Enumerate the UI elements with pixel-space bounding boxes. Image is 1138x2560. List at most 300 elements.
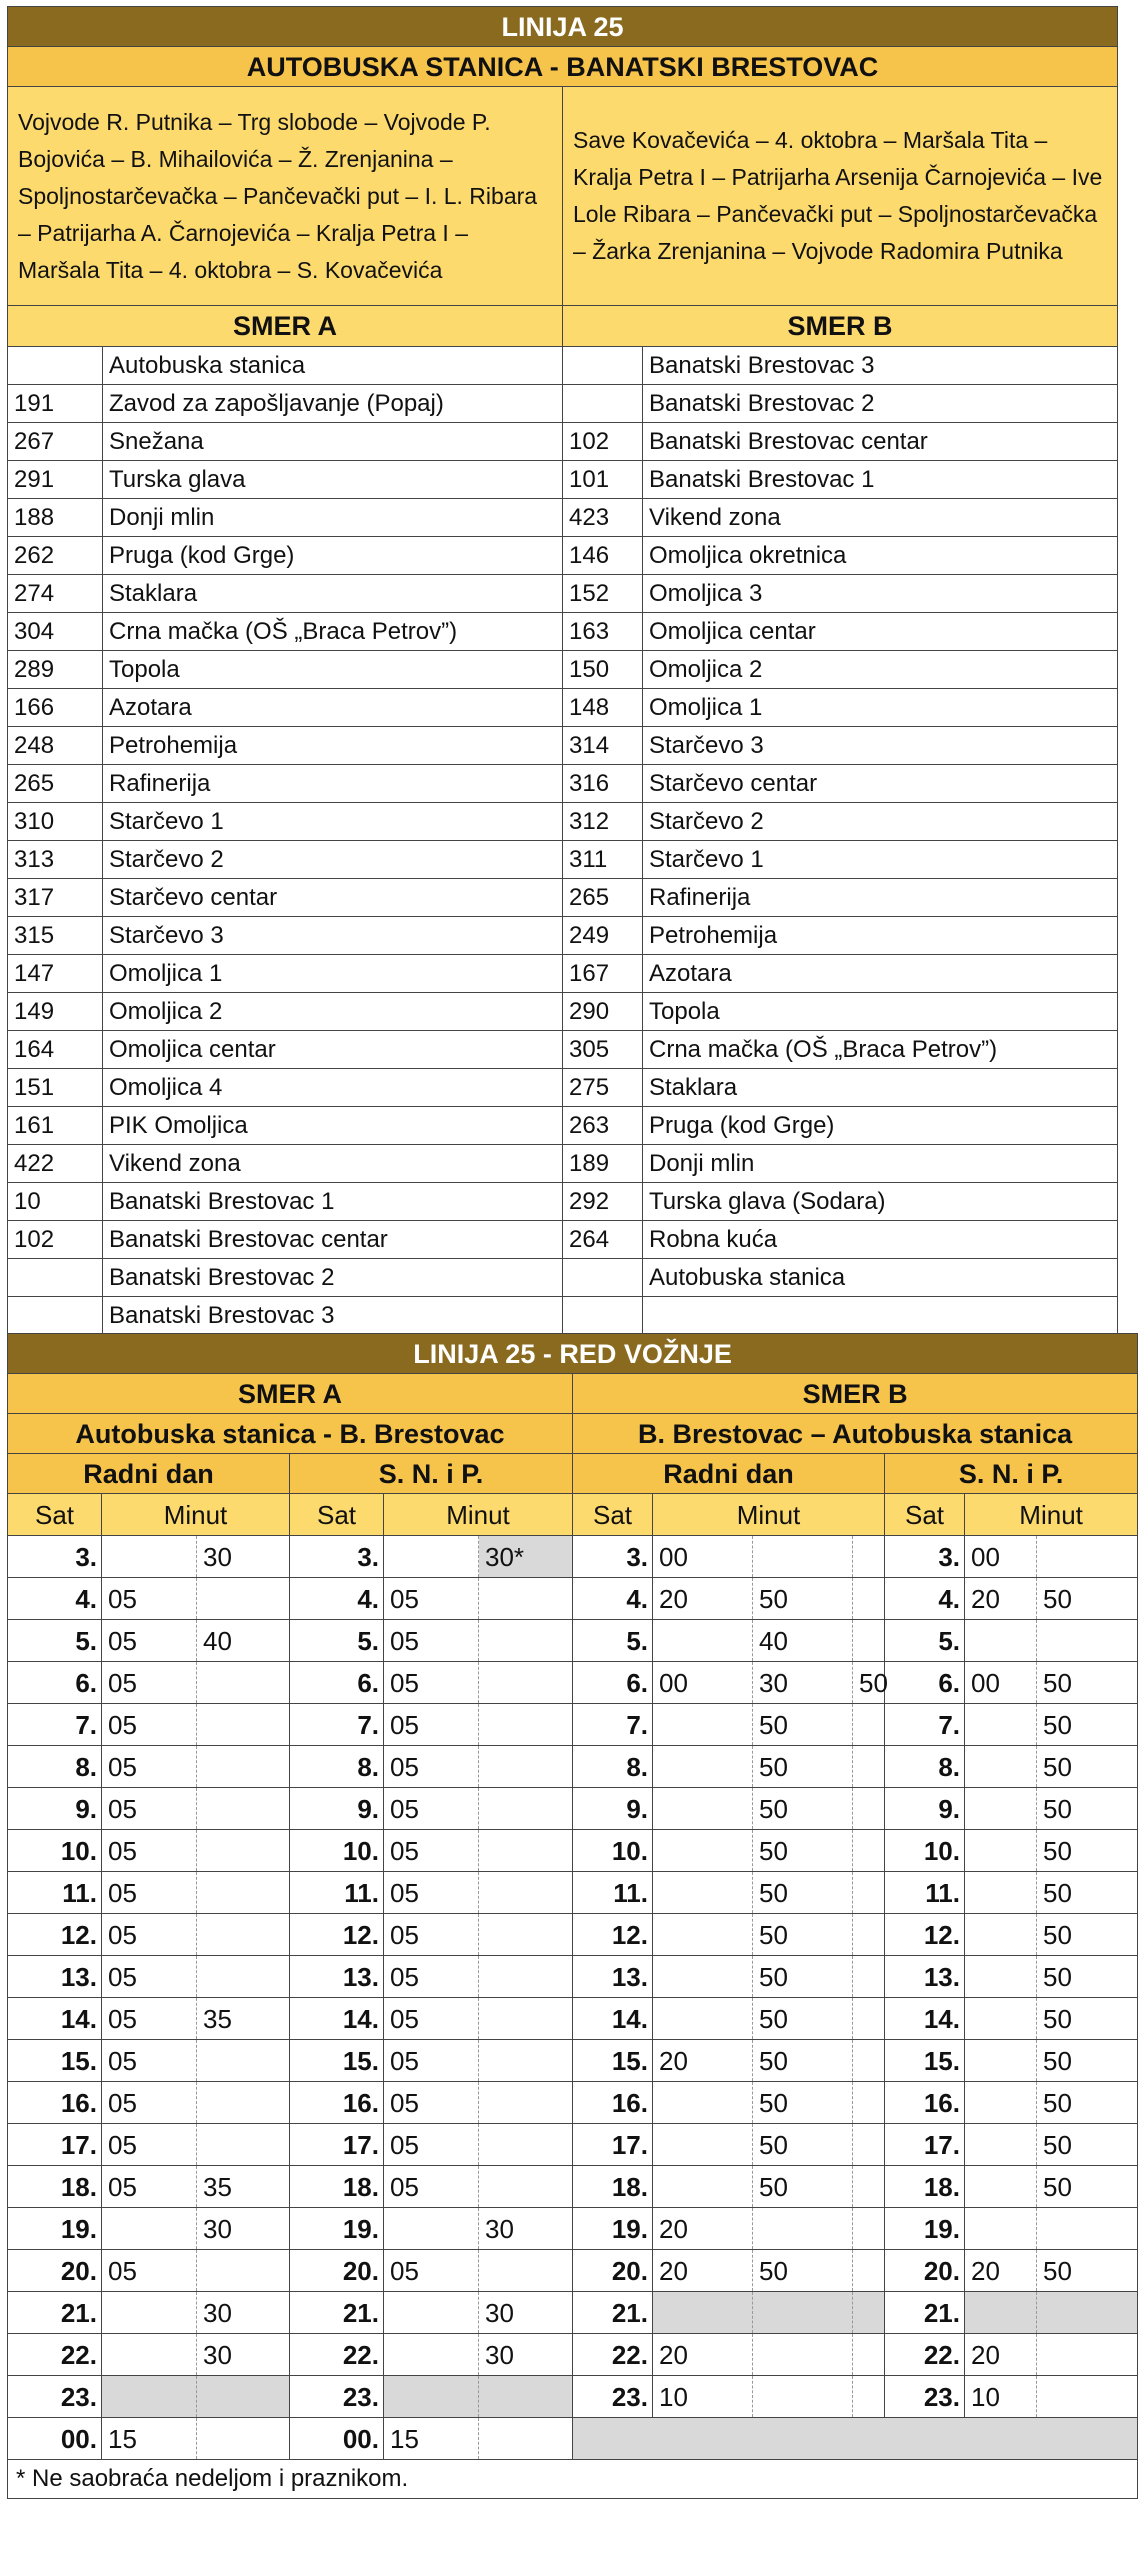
- stop-name: Rafinerija: [643, 879, 1118, 917]
- hour-cell: 11.: [8, 1872, 102, 1914]
- minute-cell: [479, 2124, 573, 2166]
- route-title: LINIJA 25: [8, 7, 1118, 47]
- stop-name: Starčevo 3: [103, 917, 563, 955]
- hour-cell: 18.: [8, 2166, 102, 2208]
- stop-number: 163: [563, 613, 643, 651]
- minute-cell: [479, 2250, 573, 2292]
- hour-cell: 5.: [8, 1620, 102, 1662]
- stop-name: Starčevo 2: [103, 841, 563, 879]
- hour-cell: 15.: [8, 2040, 102, 2082]
- minute-cell: 50: [1037, 2166, 1138, 2208]
- minute-cell: 05: [102, 1620, 197, 1662]
- minute-cell: [965, 1620, 1037, 1662]
- hour-cell: 20.: [8, 2250, 102, 2292]
- minute-cell: [197, 1704, 290, 1746]
- minute-cell: 05: [384, 1704, 479, 1746]
- minute-cell: 05: [384, 2124, 479, 2166]
- minute-cell: 50: [753, 1956, 853, 1998]
- hour-cell: 9.: [573, 1788, 653, 1830]
- minute-cell: [102, 2208, 197, 2250]
- minute-cell: [653, 1956, 753, 1998]
- schedule-row: [8, 1620, 1138, 1662]
- minute-cell: [102, 2334, 197, 2376]
- stop-name: Banatski Brestovac 2: [103, 1259, 563, 1297]
- minute-cell: 05: [384, 1914, 479, 1956]
- minute-cell: [479, 1956, 573, 1998]
- stop-name: Banatski Brestovac 2: [643, 385, 1118, 423]
- stop-name: Pruga (kod Grge): [103, 537, 563, 575]
- stop-name: Autobuska stanica: [103, 347, 563, 385]
- hour-cell: 15.: [885, 2040, 965, 2082]
- stop-name: Banatski Brestovac 3: [103, 1297, 563, 1335]
- minute-cell: 35: [197, 2166, 290, 2208]
- hour-cell: 8.: [885, 1746, 965, 1788]
- minute-cell: 50: [1037, 1788, 1138, 1830]
- stop-row: [8, 917, 1118, 955]
- minute-cell: [384, 2376, 479, 2418]
- stop-number: 312: [563, 803, 643, 841]
- schedule-smer-a: SMER A: [8, 1374, 573, 1414]
- schedule-row: [8, 1872, 1138, 1914]
- stop-number: 10: [8, 1183, 103, 1221]
- hour-cell: 8.: [290, 1746, 384, 1788]
- minute-cell: 05: [384, 1620, 479, 1662]
- schedule-row: [8, 1830, 1138, 1872]
- sat-header: Sat: [8, 1494, 102, 1536]
- hour-cell: 22.: [8, 2334, 102, 2376]
- minute-cell: [479, 2040, 573, 2082]
- stop-name: [643, 1297, 1118, 1335]
- hour-cell: 12.: [885, 1914, 965, 1956]
- stop-name: Donji mlin: [103, 499, 563, 537]
- minute-cell: [653, 1998, 753, 2040]
- stop-number: [563, 1259, 643, 1297]
- minute-cell: 40: [197, 1620, 290, 1662]
- stop-row: [8, 385, 1118, 423]
- stop-name: Banatski Brestovac 1: [103, 1183, 563, 1221]
- minute-cell: 50: [753, 2250, 853, 2292]
- hour-cell: 20.: [573, 2250, 653, 2292]
- schedule-row: [8, 2166, 1138, 2208]
- schedule-row: [8, 1998, 1138, 2040]
- hour-cell: 23.: [8, 2376, 102, 2418]
- minute-cell: [1037, 2208, 1138, 2250]
- minute-cell: 05: [102, 1578, 197, 1620]
- hour-cell: 19.: [573, 2208, 653, 2250]
- minute-cell: [197, 1746, 290, 1788]
- route-name: AUTOBUSKA STANICA - BANATSKI BRESTOVAC: [8, 47, 1118, 87]
- stop-name: Vikend zona: [103, 1145, 563, 1183]
- schedule-row: [8, 1956, 1138, 1998]
- stop-name: Autobuska stanica: [643, 1259, 1118, 1297]
- stop-row: [8, 575, 1118, 613]
- minute-cell: 05: [102, 1830, 197, 1872]
- stop-name: Petrohemija: [643, 917, 1118, 955]
- stop-number: 423: [563, 499, 643, 537]
- schedule-row: [8, 2208, 1138, 2250]
- snip-b: S. N. i P.: [885, 1454, 1138, 1494]
- hour-cell: 7.: [8, 1704, 102, 1746]
- minute-cell: 05: [102, 1998, 197, 2040]
- minute-cell: 05: [102, 1956, 197, 1998]
- minute-cell: 50: [1037, 2250, 1138, 2292]
- minute-cell: [853, 2292, 885, 2334]
- minute-cell: [965, 2166, 1037, 2208]
- stop-row: [8, 803, 1118, 841]
- stop-row: [8, 461, 1118, 499]
- stop-row: [8, 1297, 1118, 1335]
- hour-cell: 7.: [290, 1704, 384, 1746]
- stop-name: Starčevo 1: [643, 841, 1118, 879]
- hour-cell: 16.: [8, 2082, 102, 2124]
- minute-cell: 05: [102, 1746, 197, 1788]
- minute-cell: [653, 1872, 753, 1914]
- minute-cell: [1037, 1536, 1138, 1578]
- minute-cell: [384, 2334, 479, 2376]
- stop-name: Banatski Brestovac centar: [103, 1221, 563, 1259]
- stop-number: 249: [563, 917, 643, 955]
- minute-cell: 50: [753, 1746, 853, 1788]
- minute-cell: 05: [102, 2166, 197, 2208]
- minute-cell: 50: [853, 1662, 885, 1704]
- hour-cell: 00.: [290, 2418, 384, 2460]
- hour-cell: 15.: [290, 2040, 384, 2082]
- minute-cell: 30: [479, 2208, 573, 2250]
- schedule-row: [8, 2040, 1138, 2082]
- minute-cell: [653, 1830, 753, 1872]
- minute-cell: 50: [1037, 2124, 1138, 2166]
- minute-cell: [479, 2418, 573, 2460]
- minute-cell: 50: [1037, 1998, 1138, 2040]
- minute-cell: [853, 2040, 885, 2082]
- stop-row: [8, 689, 1118, 727]
- minute-cell: [197, 2082, 290, 2124]
- hour-cell: 5.: [573, 1620, 653, 1662]
- minute-cell: [197, 1956, 290, 1998]
- minute-cell: [853, 1956, 885, 1998]
- schedule-row: [8, 1788, 1138, 1830]
- hour-cell: 4.: [573, 1578, 653, 1620]
- route-description-b: Save Kovačevića – 4. oktobra – Maršala Tita – Kralja Petra I – Patrijarha Arsenija Čarnojevića – Ive Lole Ribara – Pančevački put – Spoljnostarčevačka – Žarka Zrenjanina – Vojvode Radomira Putnika: [563, 87, 1118, 306]
- minute-cell: 05: [102, 1704, 197, 1746]
- stop-number: 146: [563, 537, 643, 575]
- hour-cell: 14.: [290, 1998, 384, 2040]
- hour-cell: 22.: [290, 2334, 384, 2376]
- minute-cell: [479, 1914, 573, 1956]
- minute-cell: 05: [102, 1872, 197, 1914]
- hour-cell: 6.: [885, 1662, 965, 1704]
- stop-number: 316: [563, 765, 643, 803]
- stop-number: 248: [8, 727, 103, 765]
- hour-cell: 3.: [573, 1536, 653, 1578]
- minute-cell: 05: [384, 1662, 479, 1704]
- hour-cell: 17.: [290, 2124, 384, 2166]
- stop-row: [8, 651, 1118, 689]
- stop-name: Crna mačka (OŠ „Braca Petrov”): [643, 1031, 1118, 1069]
- schedule-route-a: Autobuska stanica - B. Brestovac: [8, 1414, 573, 1454]
- stop-row: [8, 423, 1118, 461]
- hour-cell: 5.: [290, 1620, 384, 1662]
- minute-cell: [965, 2208, 1037, 2250]
- minute-cell: [853, 1704, 885, 1746]
- minute-cell: 15: [102, 2418, 197, 2460]
- minute-cell: 20: [653, 2208, 753, 2250]
- hour-cell: 4.: [8, 1578, 102, 1620]
- minute-cell: [197, 1788, 290, 1830]
- minute-cell: [965, 2292, 1037, 2334]
- hour-cell: 14.: [8, 1998, 102, 2040]
- minute-cell: [965, 1830, 1037, 1872]
- stop-number: 315: [8, 917, 103, 955]
- stop-number: 189: [563, 1145, 643, 1183]
- hour-cell: 10.: [885, 1830, 965, 1872]
- stop-name: Donji mlin: [643, 1145, 1118, 1183]
- stops-header-a: SMER A: [8, 306, 563, 347]
- hour-cell: 19.: [885, 2208, 965, 2250]
- minute-cell: 00: [653, 1536, 753, 1578]
- stop-name: Omoljica centar: [103, 1031, 563, 1069]
- minute-cell: [479, 2166, 573, 2208]
- hour-cell: 11.: [885, 1872, 965, 1914]
- stop-name: Crna mačka (OŠ „Braca Petrov”): [103, 613, 563, 651]
- stop-number: 265: [563, 879, 643, 917]
- minute-cell: [102, 1536, 197, 1578]
- minute-cell: [653, 1620, 753, 1662]
- minute-cell: 05: [384, 1788, 479, 1830]
- stop-row: [8, 537, 1118, 575]
- minute-cell: [197, 1662, 290, 1704]
- footnote: * Ne saobraća nedeljom i praznikom.: [8, 2460, 1138, 2499]
- snip-a: S. N. i P.: [290, 1454, 573, 1494]
- minute-cell: [853, 2124, 885, 2166]
- hour-cell: 6.: [573, 1662, 653, 1704]
- minute-cell: [853, 1788, 885, 1830]
- minute-cell: 50: [1037, 2040, 1138, 2082]
- hour-cell: 14.: [885, 1998, 965, 2040]
- schedule-route-b: B. Brestovac – Autobuska stanica: [573, 1414, 1138, 1454]
- schedule-rows: [8, 1536, 1138, 2460]
- minute-cell: 50: [1037, 1704, 1138, 1746]
- minute-cell: [384, 2208, 479, 2250]
- stop-name: Rafinerija: [103, 765, 563, 803]
- stop-number: 101: [563, 461, 643, 499]
- minute-cell: [653, 1704, 753, 1746]
- minute-cell: [653, 2082, 753, 2124]
- stop-number: [8, 1297, 103, 1335]
- stop-name: Pruga (kod Grge): [643, 1107, 1118, 1145]
- stop-name: Omoljica 1: [103, 955, 563, 993]
- minute-cell: [853, 2082, 885, 2124]
- stop-number: 166: [8, 689, 103, 727]
- stop-number: 290: [563, 993, 643, 1031]
- schedule-row: [8, 2376, 1138, 2418]
- hour-cell: 13.: [573, 1956, 653, 1998]
- minute-cell: 50: [1037, 1662, 1138, 1704]
- stop-name: Staklara: [643, 1069, 1118, 1107]
- stop-name: Banatski Brestovac 1: [643, 461, 1118, 499]
- minute-cell: [102, 2292, 197, 2334]
- stops-header-b: SMER B: [563, 306, 1118, 347]
- minute-cell: [853, 1746, 885, 1788]
- hour-cell: 21.: [885, 2292, 965, 2334]
- empty-cell: [573, 2418, 1138, 2460]
- minute-cell: 30: [479, 2292, 573, 2334]
- hour-cell: 13.: [8, 1956, 102, 1998]
- minute-cell: 30: [753, 1662, 853, 1704]
- minute-cell: [197, 1872, 290, 1914]
- minute-cell: [965, 1746, 1037, 1788]
- minute-cell: 50: [1037, 2082, 1138, 2124]
- stop-number: 292: [563, 1183, 643, 1221]
- schedule-grid: [7, 1333, 1138, 2499]
- stop-row: [8, 841, 1118, 879]
- hour-cell: 16.: [573, 2082, 653, 2124]
- minute-cell: [853, 2376, 885, 2418]
- minute-cell: 50: [753, 1788, 853, 1830]
- schedule-row: [8, 1914, 1138, 1956]
- stop-name: Omoljica 2: [643, 651, 1118, 689]
- minute-cell: 20: [653, 1578, 753, 1620]
- stop-name: Topola: [643, 993, 1118, 1031]
- stop-number: 305: [563, 1031, 643, 1069]
- minute-cell: [479, 1830, 573, 1872]
- schedule-row: [8, 2124, 1138, 2166]
- minute-cell: [853, 2166, 885, 2208]
- stop-name: Omoljica 4: [103, 1069, 563, 1107]
- stop-row: [8, 1221, 1118, 1259]
- stop-name: Robna kuća: [643, 1221, 1118, 1259]
- stop-name: Azotara: [643, 955, 1118, 993]
- minute-cell: 40: [753, 1620, 853, 1662]
- minute-cell: 30*: [479, 1536, 573, 1578]
- minute-cell: [197, 1914, 290, 1956]
- minute-cell: 30: [197, 2334, 290, 2376]
- stop-number: 161: [8, 1107, 103, 1145]
- hour-cell: 16.: [290, 2082, 384, 2124]
- hour-cell: 4.: [885, 1578, 965, 1620]
- hour-cell: 11.: [573, 1872, 653, 1914]
- minute-cell: 05: [102, 2124, 197, 2166]
- minute-cell: [197, 2376, 290, 2418]
- schedule-row: [8, 2334, 1138, 2376]
- minute-cell: [853, 1830, 885, 1872]
- schedule-row: [8, 2250, 1138, 2292]
- minute-cell: 50: [753, 1998, 853, 2040]
- stops-list: [8, 347, 1118, 1335]
- minute-cell: 05: [384, 2250, 479, 2292]
- minute-cell: [965, 2082, 1037, 2124]
- hour-cell: 12.: [290, 1914, 384, 1956]
- stop-number: 265: [8, 765, 103, 803]
- minute-cell: [479, 1662, 573, 1704]
- minute-cell: 50: [753, 1914, 853, 1956]
- hour-cell: 17.: [885, 2124, 965, 2166]
- minute-cell: [1037, 2376, 1138, 2418]
- hour-cell: 7.: [885, 1704, 965, 1746]
- minute-cell: 50: [753, 2166, 853, 2208]
- minute-cell: 30: [197, 1536, 290, 1578]
- stop-number: 102: [8, 1221, 103, 1259]
- hour-cell: 9.: [885, 1788, 965, 1830]
- minute-cell: [479, 2082, 573, 2124]
- stop-number: 191: [8, 385, 103, 423]
- schedule-row: [8, 2082, 1138, 2124]
- stop-row: [8, 993, 1118, 1031]
- stop-number: [563, 385, 643, 423]
- minute-cell: [653, 1788, 753, 1830]
- minute-cell: 50: [753, 1704, 853, 1746]
- hour-cell: 18.: [885, 2166, 965, 2208]
- hour-cell: 13.: [885, 1956, 965, 1998]
- hour-cell: 4.: [290, 1578, 384, 1620]
- stop-number: 151: [8, 1069, 103, 1107]
- stop-name: Vikend zona: [643, 499, 1118, 537]
- schedule-row: [8, 1662, 1138, 1704]
- minut-header: Minut: [102, 1494, 290, 1536]
- minute-cell: 50: [753, 2040, 853, 2082]
- stop-number: 264: [563, 1221, 643, 1259]
- minute-cell: 05: [102, 2082, 197, 2124]
- hour-cell: 3.: [885, 1536, 965, 1578]
- minute-cell: 30: [197, 2292, 290, 2334]
- minute-cell: [102, 2376, 197, 2418]
- stop-number: [8, 347, 103, 385]
- minute-cell: [653, 2166, 753, 2208]
- minute-cell: 05: [102, 1662, 197, 1704]
- stop-number: 149: [8, 993, 103, 1031]
- sat-header: Sat: [290, 1494, 384, 1536]
- minute-cell: 50: [753, 1872, 853, 1914]
- hour-cell: 12.: [573, 1914, 653, 1956]
- hour-cell: 16.: [885, 2082, 965, 2124]
- stop-row: [8, 765, 1118, 803]
- hour-cell: 18.: [573, 2166, 653, 2208]
- hour-cell: 12.: [8, 1914, 102, 1956]
- minute-cell: [853, 1578, 885, 1620]
- stop-row: [8, 879, 1118, 917]
- minute-cell: [384, 1536, 479, 1578]
- stop-row: [8, 727, 1118, 765]
- stop-number: 188: [8, 499, 103, 537]
- stop-number: 147: [8, 955, 103, 993]
- schedule-smer-b: SMER B: [573, 1374, 1138, 1414]
- minute-cell: [197, 1830, 290, 1872]
- stop-number: 313: [8, 841, 103, 879]
- stop-number: 267: [8, 423, 103, 461]
- minute-cell: 05: [384, 2040, 479, 2082]
- minute-cell: 50: [1037, 1746, 1138, 1788]
- stop-number: 148: [563, 689, 643, 727]
- hour-cell: 23.: [573, 2376, 653, 2418]
- minut-header: Minut: [965, 1494, 1138, 1536]
- minute-cell: [479, 1788, 573, 1830]
- radni-dan-b: Radni dan: [573, 1454, 885, 1494]
- minute-cell: [853, 1998, 885, 2040]
- stop-number: 150: [563, 651, 643, 689]
- minute-cell: 50: [753, 1830, 853, 1872]
- hour-cell: 5.: [885, 1620, 965, 1662]
- minute-cell: [479, 1872, 573, 1914]
- minute-cell: [965, 1956, 1037, 1998]
- hour-cell: 9.: [8, 1788, 102, 1830]
- stop-name: Snežana: [103, 423, 563, 461]
- schedule-title: LINIJA 25 - RED VOŽNJE: [8, 1334, 1138, 1374]
- minute-cell: [853, 2334, 885, 2376]
- minute-cell: 05: [384, 1872, 479, 1914]
- stop-row: [8, 613, 1118, 651]
- stop-number: 289: [8, 651, 103, 689]
- minute-cell: [753, 2334, 853, 2376]
